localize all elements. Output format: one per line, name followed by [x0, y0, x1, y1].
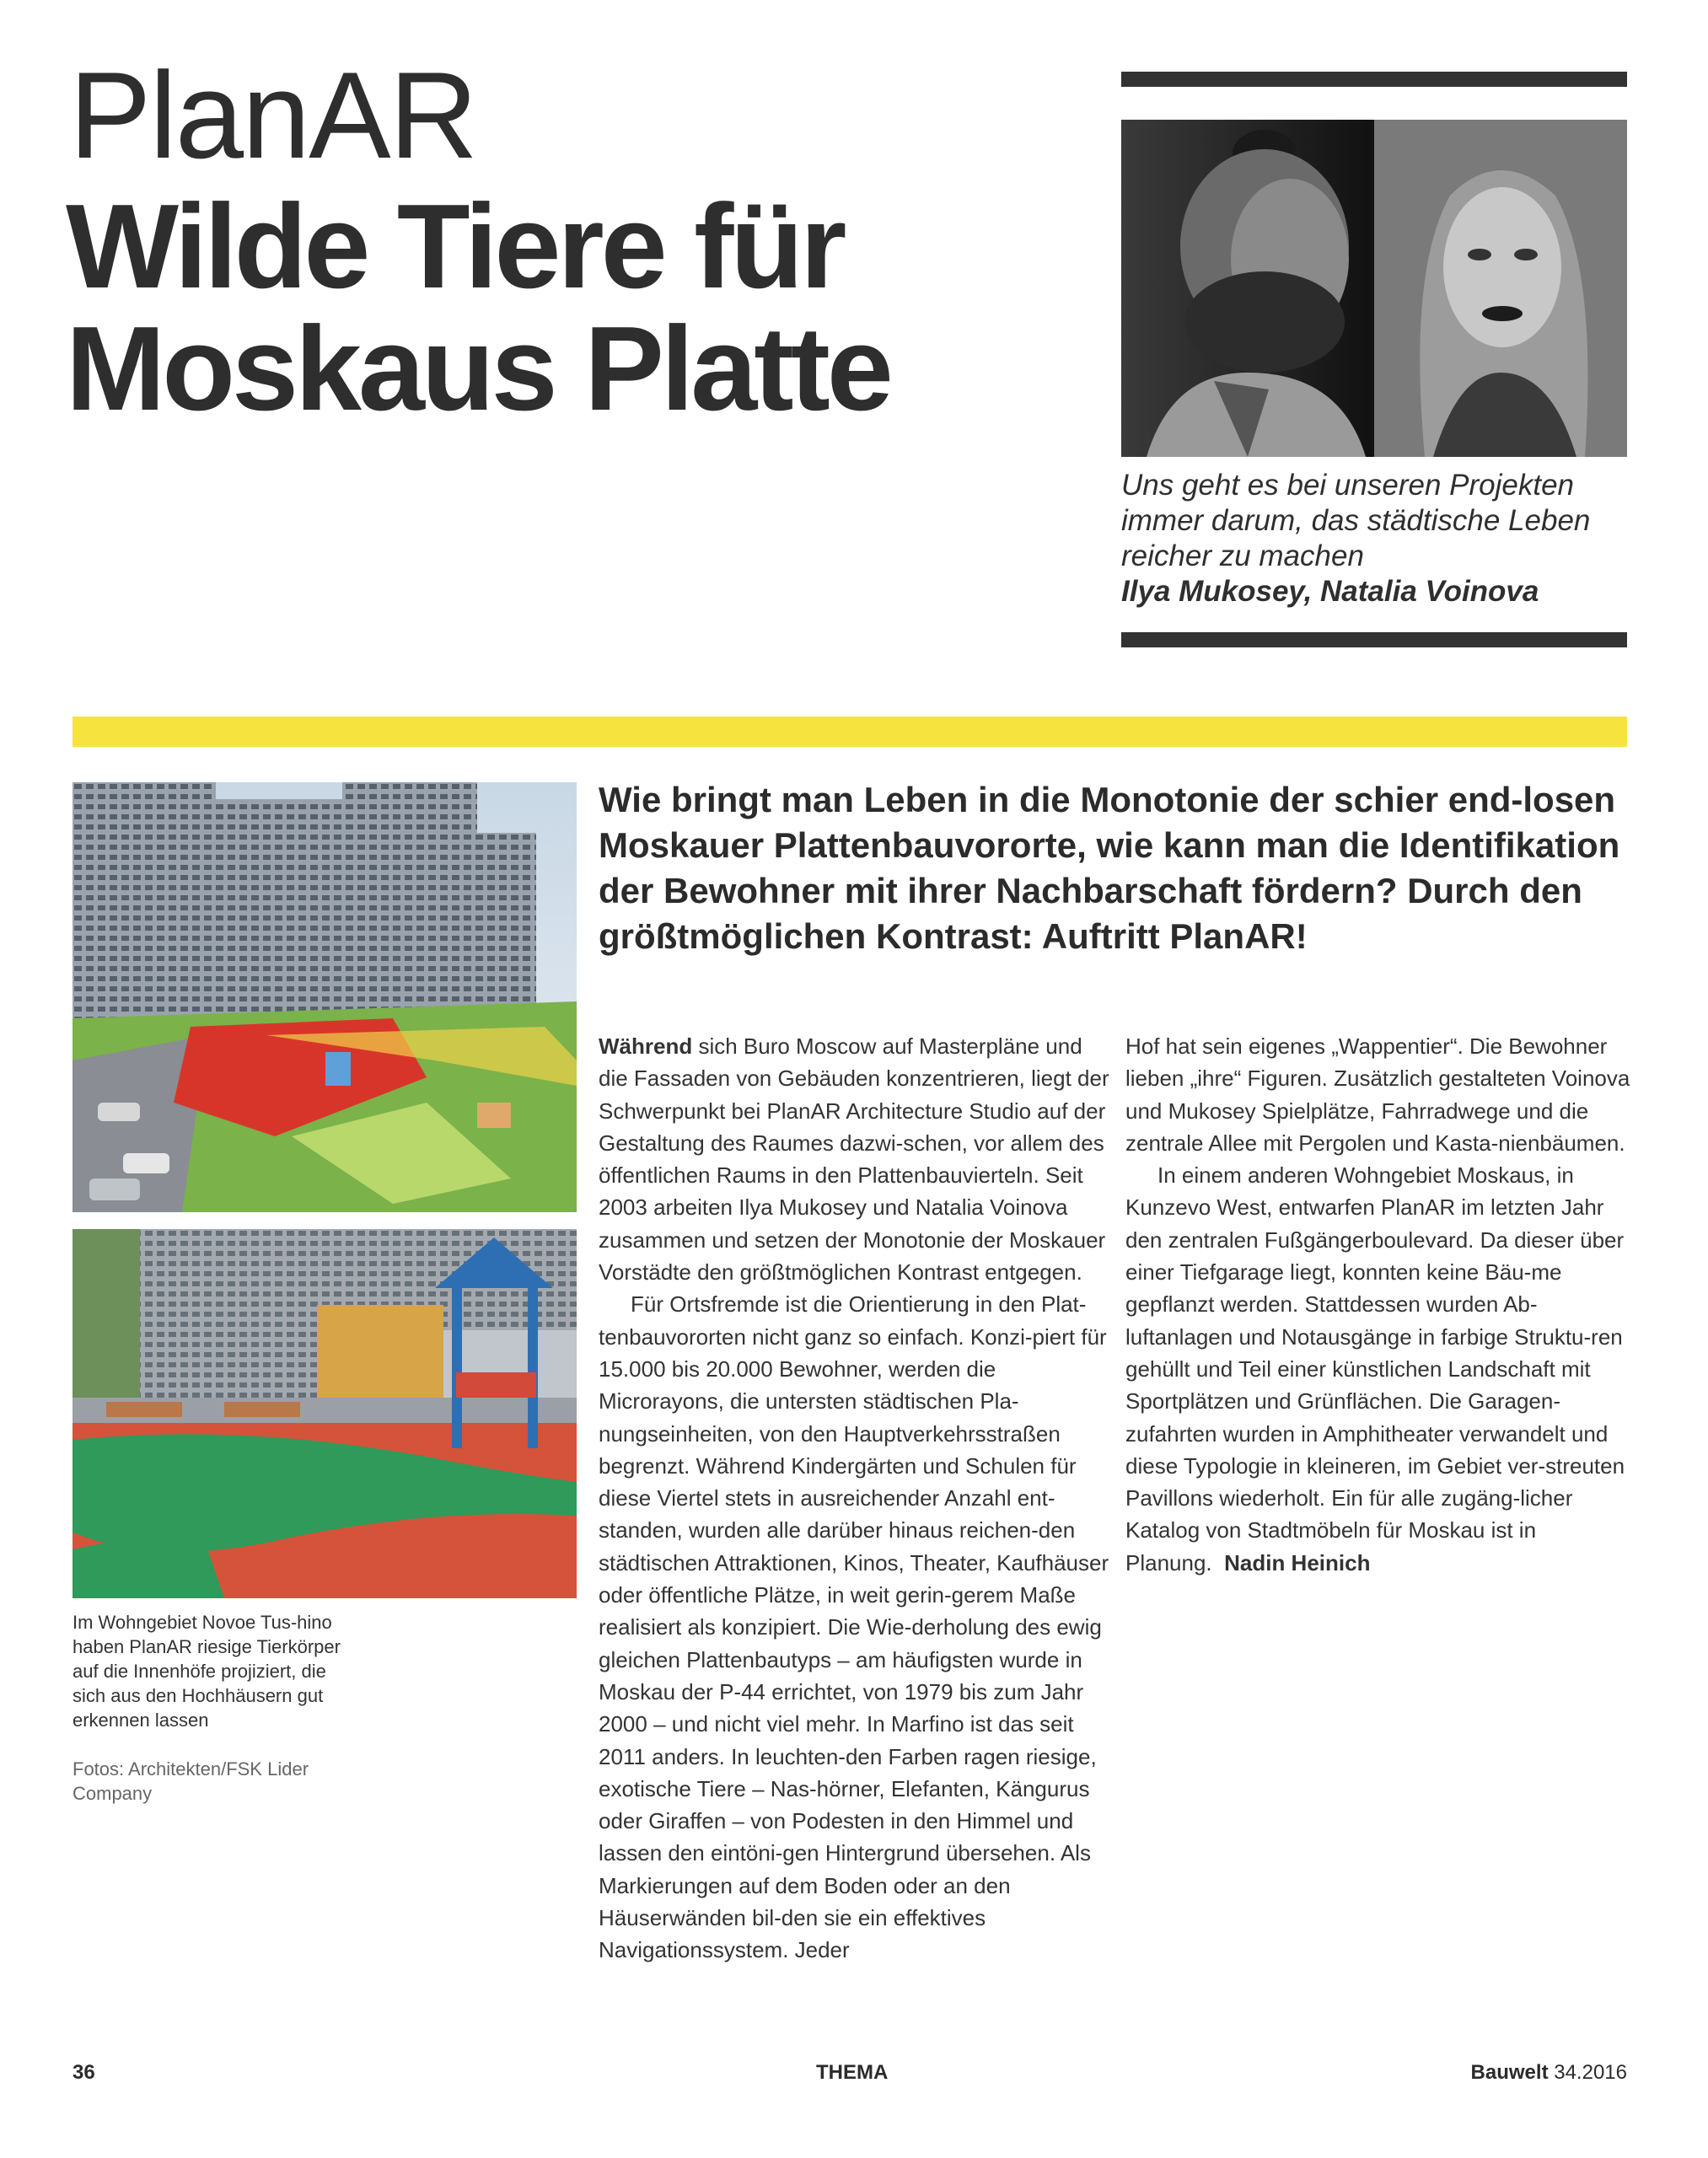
author-signoff: Nadin Heinich [1224, 1549, 1371, 1576]
body-paragraph: Hof hat sein eigenes „Wappentier“. Die Bewohner lieben „ihre“ Figuren. Zusätzlich gestalteten Voinova und Mukosey Spielplätze, Fahrradwege und die zentrale Allee mit Pergolen und Kasta-nienbäumen. [1125, 1033, 1630, 1156]
body-column-left [599, 1030, 1113, 1967]
run-in-word: Während [599, 1033, 693, 1059]
body-text: In einem anderen Wohngebiet Moskaus, in Kunzevo West, entwarfen PlanAR im letzten Jahr den zentralen Fußgängerboulevard. Da dieser über einer Tiefgarage liegt, konnten keine Bäu-me gepflanzt werden. Stattdessen wurden Ab-luftanlagen und Notausgänge in farbige Struktu-ren gehüllt und Teil einer künstlichen Landschaft mit Sportplätzen und Grünflächen. Die Garagen-zufahrten wurden in Amphitheater verwandelt und diese Typologie in kleineren, im Gebiet ver-streuten Pavillons wiederholt. Ein für alle zugäng-licher Katalog von Stadtmöbeln für Moskau ist in Planung. [1125, 1162, 1625, 1576]
magazine-name: Bauwelt [1470, 2061, 1549, 2084]
body-column-right [1125, 1030, 1631, 1579]
section-label: THEMA [816, 2061, 889, 2084]
body-paragraph: Für Ortsfremde ist die Orientierung in den Plat-tenbauvororten nicht ganz so einfach. Konzi-piert für 15.000 bis 20.000 Bewohner, werden die Microrayons, die untersten städtischen Pla-nungseinheiten, von den Hauptverkehrsstraßen begrenzt. Während Kindergärten und Schulen für diese Viertel stets in ausreichender Anzahl ent-standen, wurden alle darüber hinaus reichen-den städtischen Attraktionen, Kinos, Theater, Kaufhäuser oder öffentliche Plätze, in weit gerin-gerem Maße realisiert als konzipiert. Die Wie-derholung des ewig gleichen Plattenbautyps – am häufigsten wurde in Moskau der P-44 errichtet, von 1979 bis zum Jahr 2000 – und nicht viel mehr. In Marfino ist das seit 2011 anders. In leuchten-den Farben ragen riesige, exotische Tiere – Nas-hörner, Elefanten, Kängurus oder Giraffen – von Podesten in den Himmel und lassen den eintöni-gen Hintergrund übersehen. Als Markierungen auf dem Boden oder an den Häuserwänden bil-den sie ein effektives Navigationssystem. Jeder [599, 1291, 1109, 1963]
portrait-woman-photo [1374, 120, 1627, 457]
quote-rule-bottom [1121, 632, 1627, 647]
lead-paragraph: Wie bringt man Leben in die Monotonie der schier end-losen Moskauer Plattenbauvororte, wie kann man die Identifikation der Bewohner mit ihrer Nachbarschaft fördern? Durch den größtmöglichen Kontrast: Auftritt PlanAR! [599, 780, 1620, 956]
yellow-divider [73, 717, 1627, 747]
body-paragraph [599, 1030, 1113, 1288]
quote-author: Ilya Mukosey, Natalia Voinova [1121, 575, 1539, 608]
page-number: 36 [73, 2061, 95, 2084]
body-paragraph [1125, 1159, 1631, 1579]
issue-number: 34.2016 [1554, 2061, 1627, 2084]
quote-rule-top [1121, 72, 1627, 87]
playground-photo [73, 1229, 577, 1598]
headline: Wilde Tiere für Moskaus Platte [66, 180, 890, 436]
courtyard-aerial-photo [73, 782, 577, 1212]
pull-quote: Uns geht es bei unseren Projekten immer darum, das städtische Leben reicher zu machen [1121, 469, 1591, 572]
photo-credit: Fotos: Architekten/FSK Lider Company [73, 1758, 309, 1804]
kicker-title: PlanAR [69, 46, 477, 184]
photo-caption: Im Wohngebiet Novoe Tus-hino haben PlanAR riesige Tierkörper auf die Innenhöfe projiziert, die sich aus den Hochhäusern gut erkennen lassen [73, 1612, 341, 1731]
magazine-issue [1471, 2060, 1627, 2086]
portrait-man-photo [1121, 120, 1374, 457]
body-text: sich Buro Moscow auf Masterpläne und die Fassaden von Gebäuden konzentrieren, liegt der Schwerpunkt bei PlanAR Architecture Studio auf der Gestaltung des Raumes dazwi-schen, vor allem des öffentlichen Raums in den Plattenbauvierteln. Seit 2003 arbeiten Ilya Mukosey und Natalia Voinova zusammen und setzen der Monotonie der Moskauer Vorstädte den größtmöglichen Kontrast entgegen. [599, 1033, 1109, 1286]
portrait-photos [1121, 120, 1627, 457]
